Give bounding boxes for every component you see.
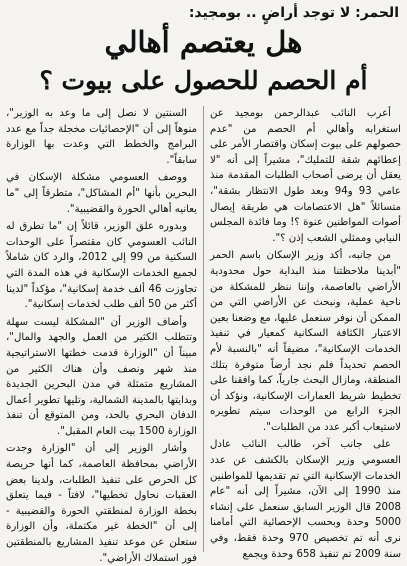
paragraph: على جانب آخر، طالب النائب عادل العسومي وزير الإسكان بالكشف عن عدد الخدمات الإسكانية التي تم تقديمها للمواطنين منذ 1990 إلى الآن، مشيراً إلى أنه "عام 2008 قال الوزير السابق سنعمل على إنشاء 5000 وحدة وبحسب الإحصائية التي أمامنا نرى أنه تم تخصيص 970 وحدة فقط، وفي سنة 2009 تم تنفيذ 658 وحدة ويجمع — [210, 439, 401, 560]
column-left — [6, 106, 198, 564]
article-headline — [6, 22, 401, 100]
paragraph: وبدوره علق الوزير، قائلاً إن "ما تطرق له النائب العسومي كان مقتصراً على الوحدات السكنية من 99 إلى 2012، والرد كان شاملاً لجميع الخدمات الإسكانية في هذه المدة التي تجاوزت 46 ألف خدمة إسكانية"، مؤكداً "لدينا أكثر من 50 ألف طلب لخدمات إسكانية". — [6, 221, 198, 311]
column-right — [210, 106, 401, 560]
headline-line-2: أم الحصم للحصول على بيوت ؟ — [39, 66, 368, 95]
paragraph: من جانبه، أكد وزير الإسكان باسم الحمر "أبدينا ملاحظتنا منذ البداية حول محدودية الأراضي بالعاصمة، وإننا ننظر للمشكلة من ناحية عملية، ونبحث عن الأراضي التي من الممكن أن نوفر سنعمل عليها، مع وضعنا بعين الاعتبار الكثافة السكانية كمعيار في تنفيذ الخدمات الإسكانية"، مضيفاً أنه "بالنسبة لأم الحصم تحديداً فلم نجد أرضاً متوفرة بتلك المنطقة، ومازال البحث جارياً، كما وافقنا على تخطيط شريط العمارات الإسكانية، ونؤكد أن الجزء الرابع من الوحدات سيتم تطويره لاستيعاب أكبر عدد من الطلبات". — [210, 250, 401, 433]
article-kicker: الحمر: لا توجد أراضٍ .. بومجيد: — [188, 5, 399, 21]
paragraph: أعرب النائب عبدالرحمن بومجيد عن استغرابه وأهالي أم الحصم من "عدم حصولهم على بيوت إسكان واقتصار الأمر على إعطائهم شقة للتمليك"، مشيراً إلى أنه "لا يعقل أن يرضى أصحاب الطلبات المقدمة منذ عامي 93 و94 وبعد طول الانتظار بشقة"، متسائلاً "هل الاعتصامات هي طريقة إيصال أصوات المواطنين عنوة ؟! وما فائدة المجلس النيابي وممثلي الشعب إذن ؟". — [210, 108, 401, 244]
column-divider — [203, 106, 204, 552]
paragraph: ووصف العسومي مشكلة الإسكان في البحرين بأنها "أم المشاكل"، متطرقاً إلى "ما يعانيه أهالي الحورة والقضيبية". — [6, 172, 198, 215]
paragraph: وأضاف الوزير أن "المشكلة ليست سهلة وتتطلب الكثير من العمل والجهد والمال"، مبيناً أن "الوزارة قدمت خطتها الاستراتيجية منذ شهر ونصف وأن هناك الكثير من المشاريع متمثلة في مدن البحرين الجديدة وبدايتها بالمدينة الشمالية، وتليها تطوير أعمال الدفان البحري بالحد، ومن المتوقع أن تنفذ الوزارة 1500 بيت العام المقبل". — [6, 316, 198, 437]
paragraph: وأشار الوزير إلى أن "الوزارة وجدت الأراضي بمحافظة العاصمة، كما أنها حريصة كل الحرص على تنفيذ الطلبات، ولدينا بعض العقبات نحاول تخطيها"، لافتاً - فيما يتعلق بخطة الوزارة لمنطقتي الحورة والقضيبية - إلى أن "الخطة غير مكتملة، وأن الوزارة ستعلن عن موعد تنفيذ المشاريع بالمنطقتين فور استملاك الأراضي". — [6, 443, 198, 564]
article-body — [6, 106, 401, 564]
headline-line-1: هل يعتصم أهالي — [104, 25, 303, 59]
paragraph: السنتين لا نصل إلى ما وعد به الوزير"، منوهاً إلى أن "الإحصائيات مخجلة جداً مع عدد البرامج والخطط التي وعدت بها الوزارة سابقاً". — [6, 108, 198, 166]
